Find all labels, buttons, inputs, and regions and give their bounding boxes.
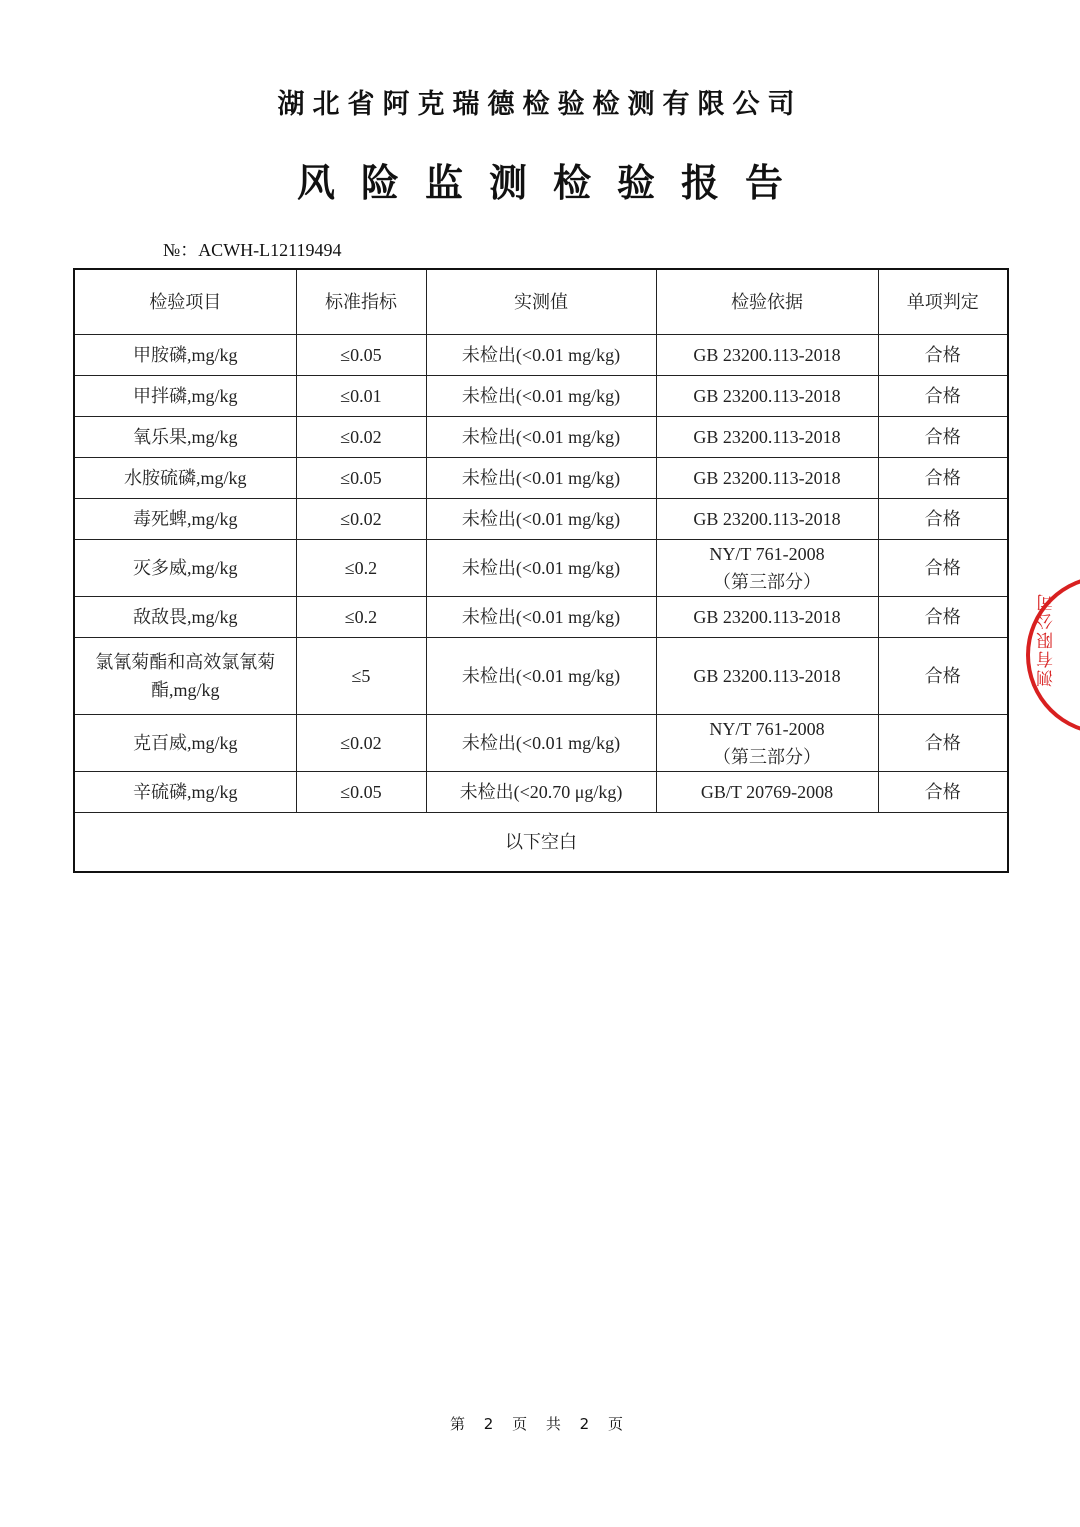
cell-item: 敌敌畏,mg/kg bbox=[74, 597, 296, 638]
report-number-label: №： bbox=[163, 240, 199, 260]
basis-standard: NY/T 761-2008 bbox=[709, 544, 825, 564]
cell-standard: ≤0.05 bbox=[296, 458, 426, 499]
column-header-verdict: 单项判定 bbox=[878, 269, 1008, 335]
table-row bbox=[74, 458, 1008, 499]
cell-measured: 未检出(<0.01 mg/kg) bbox=[426, 458, 656, 499]
cell-basis bbox=[656, 715, 878, 772]
cell-item: 甲胺磷,mg/kg bbox=[74, 335, 296, 376]
table-row bbox=[74, 417, 1008, 458]
cell-verdict: 合格 bbox=[878, 417, 1008, 458]
cell-measured: 未检出(<0.01 mg/kg) bbox=[426, 376, 656, 417]
cell-item: 甲拌磷,mg/kg bbox=[74, 376, 296, 417]
cell-basis: GB/T 20769-2008 bbox=[656, 772, 878, 813]
blank-note: 以下空白 bbox=[74, 813, 1008, 873]
cell-item: 辛硫磷,mg/kg bbox=[74, 772, 296, 813]
cell-verdict: 合格 bbox=[878, 458, 1008, 499]
table-row bbox=[74, 597, 1008, 638]
cell-measured: 未检出(<0.01 mg/kg) bbox=[426, 540, 656, 597]
column-header-standard: 标准指标 bbox=[296, 269, 426, 335]
cell-item: 克百威,mg/kg bbox=[74, 715, 296, 772]
table-row bbox=[74, 772, 1008, 813]
column-header-measured: 实测值 bbox=[426, 269, 656, 335]
cell-standard: ≤0.2 bbox=[296, 540, 426, 597]
cell-verdict: 合格 bbox=[878, 772, 1008, 813]
cell-verdict: 合格 bbox=[878, 597, 1008, 638]
cell-basis: GB 23200.113-2018 bbox=[656, 597, 878, 638]
results-table bbox=[73, 268, 1009, 873]
cell-basis: GB 23200.113-2018 bbox=[656, 335, 878, 376]
cell-basis: GB 23200.113-2018 bbox=[656, 417, 878, 458]
table-row bbox=[74, 335, 1008, 376]
company-name: 湖北省阿克瑞德检验检测有限公司 bbox=[277, 89, 803, 120]
column-header-item: 检验项目 bbox=[74, 269, 296, 335]
cell-basis: GB 23200.113-2018 bbox=[656, 376, 878, 417]
cell-measured: 未检出(<0.01 mg/kg) bbox=[426, 597, 656, 638]
page-indicator: 第 2 页 共 2 页 bbox=[450, 1415, 630, 1433]
table-row bbox=[74, 638, 1008, 715]
cell-standard: ≤0.02 bbox=[296, 499, 426, 540]
cell-verdict: 合格 bbox=[878, 376, 1008, 417]
cell-verdict: 合格 bbox=[878, 715, 1008, 772]
cell-measured: 未检出(<0.01 mg/kg) bbox=[426, 715, 656, 772]
basis-part: （第三部分） bbox=[713, 572, 821, 592]
report-title: 风险监测检验报告 bbox=[296, 161, 809, 205]
cell-standard: ≤0.2 bbox=[296, 597, 426, 638]
cell-standard: ≤0.02 bbox=[296, 417, 426, 458]
table-header-row bbox=[74, 269, 1008, 335]
cell-basis bbox=[656, 540, 878, 597]
cell-basis: GB 23200.113-2018 bbox=[656, 458, 878, 499]
cell-basis: GB 23200.113-2018 bbox=[656, 638, 878, 715]
cell-standard: ≤0.01 bbox=[296, 376, 426, 417]
cell-measured: 未检出(<20.70 μg/kg) bbox=[426, 772, 656, 813]
report-number bbox=[163, 236, 342, 262]
cell-standard: ≤0.02 bbox=[296, 715, 426, 772]
cell-standard: ≤0.05 bbox=[296, 772, 426, 813]
cell-measured: 未检出(<0.01 mg/kg) bbox=[426, 417, 656, 458]
cell-item: 水胺硫磷,mg/kg bbox=[74, 458, 296, 499]
blank-note-row bbox=[74, 813, 1008, 873]
cell-item: 灭多威,mg/kg bbox=[74, 540, 296, 597]
cell-item: 毒死蜱,mg/kg bbox=[74, 499, 296, 540]
cell-item: 氯氰菊酯和高效氯氰菊酯,mg/kg bbox=[74, 638, 296, 715]
cell-standard: ≤5 bbox=[296, 638, 426, 715]
cell-verdict: 合格 bbox=[878, 540, 1008, 597]
cell-standard: ≤0.05 bbox=[296, 335, 426, 376]
basis-standard: NY/T 761-2008 bbox=[709, 719, 825, 739]
cell-item: 氧乐果,mg/kg bbox=[74, 417, 296, 458]
seal-text: 测有限公司 bbox=[1037, 592, 1057, 687]
cell-basis: GB 23200.113-2018 bbox=[656, 499, 878, 540]
report-number-value: ACWH-L12119494 bbox=[198, 240, 342, 260]
column-header-basis: 检验依据 bbox=[656, 269, 878, 335]
cell-measured: 未检出(<0.01 mg/kg) bbox=[426, 499, 656, 540]
cell-measured: 未检出(<0.01 mg/kg) bbox=[426, 335, 656, 376]
table-row bbox=[74, 540, 1008, 597]
table-row bbox=[74, 376, 1008, 417]
table-row bbox=[74, 499, 1008, 540]
cell-verdict: 合格 bbox=[878, 335, 1008, 376]
table-row bbox=[74, 715, 1008, 772]
basis-part: （第三部分） bbox=[713, 747, 821, 767]
cell-measured: 未检出(<0.01 mg/kg) bbox=[426, 638, 656, 715]
cell-verdict: 合格 bbox=[878, 638, 1008, 715]
cell-verdict: 合格 bbox=[878, 499, 1008, 540]
